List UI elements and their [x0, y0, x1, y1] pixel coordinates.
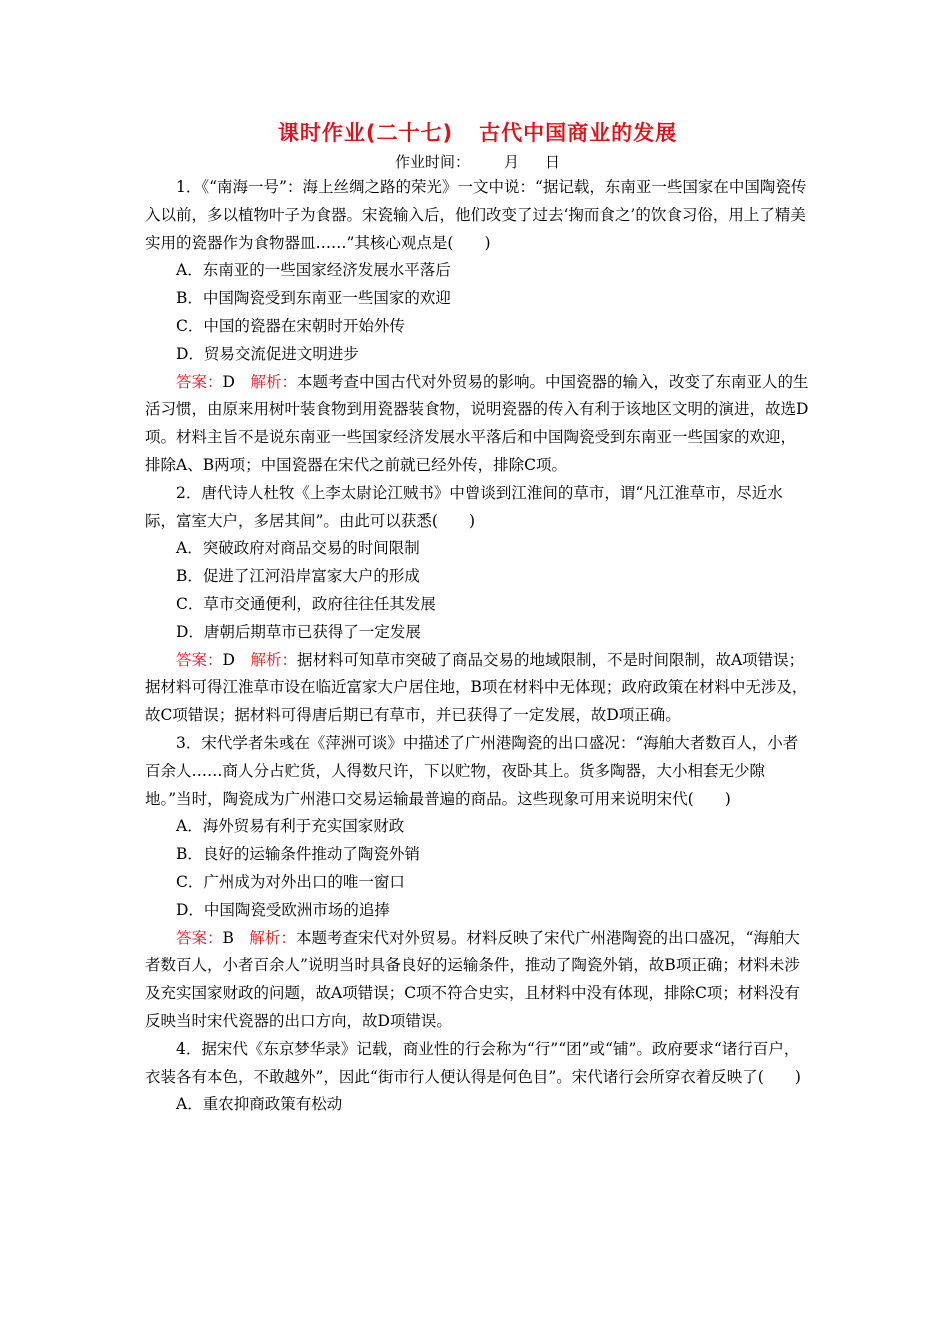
- answer-label: 答案：: [176, 650, 223, 669]
- answer-value: D: [222, 650, 235, 669]
- date-day: 日: [545, 153, 561, 171]
- answer-label: 答案：: [176, 372, 223, 391]
- option: C．草市交通便利，政府往往任其发展: [176, 594, 436, 613]
- date-month: 月: [503, 153, 519, 171]
- question-stem: 3．宋代学者朱彧在《萍洲可谈》中描述了广州港陶瓷的出口盛况：“海舶大者数百人，小者百余人……商人分占贮货，人得数尺许，下以贮物，夜卧其上。货多陶器，大小相套无少隙地。”当时，陶瓷成为广州港口交易运输最普遍的商品。这些现象可用来说明宋代( ): [145, 733, 799, 808]
- option: D．唐朝后期草市已获得了一定发展: [176, 622, 421, 641]
- option: A．海外贸易有利于充实国家财政: [176, 817, 405, 836]
- answer-block: [145, 925, 810, 1036]
- page-title: [145, 118, 810, 148]
- analysis-text: 据材料可知草市突破了商品交易的地域限制，不是时间限制，故A项错误；据材料可得江淮草市设在临近富家大户居住地，B项在材料中无体现；政府政策在材料中无涉及，故C项错误；据材料可得唐后期已有草市，并已获得了一定发展，故D项正确。: [145, 650, 808, 725]
- title-topic: 古代中国商业的发展: [479, 121, 678, 145]
- option: D．中国陶瓷受欧洲市场的追捧: [176, 900, 390, 919]
- option: B．促进了江河沿岸富家大户的形成: [176, 567, 420, 586]
- document-page: [145, 118, 810, 1119]
- answer-label: 答案：: [176, 928, 223, 947]
- answer-value: D: [222, 372, 235, 391]
- answer-block: [145, 647, 810, 730]
- analysis-label: 解析：: [250, 650, 297, 669]
- analysis-label: 解析：: [249, 928, 296, 947]
- question-stem: 1．《“南海一号”：海上丝绸之路的荣光》一文中说：“据记载，东南亚一些国家在中国陶瓷传入以前，多以植物叶子为食器。宋瓷输入后，他们改变了过去‘掬而食之’的饮食习俗，用上了精美实用的瓷器作为食物器皿……”其核心观点是( ): [145, 178, 807, 252]
- date-line: [145, 150, 810, 174]
- analysis-label: 解析：: [250, 372, 297, 391]
- analysis-text: 本题考查宋代对外贸易。材料反映了宋代广州港陶瓷的出口盛况，“海舶大者数百人，小者百余人”说明当时具备良好的运输条件，推动了陶瓷外销，故B项正确；材料未涉及充实国家财政的问题，故A项错误；C项不符合史实，且材料中没有体现，排除C项；材料没有反映当时宋代瓷器的出口方向，故D项错误。: [145, 928, 800, 1030]
- option: C．中国的瓷器在宋朝时开始外传: [176, 316, 405, 335]
- option: A．东南亚的一些国家经济发展水平落后: [176, 261, 451, 280]
- analysis-text: 本题考查中国古代对外贸易的影响。中国瓷器的输入，改变了东南亚人的生活习惯，由原来用树叶装食物到用瓷器装食物，说明瓷器的传入有利于该地区文明的演进，故选D项。材料主旨不是说东南亚一些国家经济发展水平落后和中国陶瓷受到东南亚一些国家的欢迎，排除A、B两项；中国瓷器在宋代之前就已经外传，排除C项。: [145, 372, 809, 474]
- question-stem: 2．唐代诗人杜牧《上李太尉论江贼书》中曾谈到江淮间的草市，谓“凡江淮草市，尽近水际，富室大户，多居其间”。由此可以获悉( ): [145, 483, 783, 530]
- option: B．良好的运输条件推动了陶瓷外销: [176, 845, 420, 864]
- question-stem: 4．据宋代《东京梦华录》记载，商业性的行会称为“行”“团”或“铺”。政府要求“诸行百户，衣装各有本色，不敢越外”，因此“街市行人便认得是何色目”。宋代诸行会所穿衣着反映了( ): [145, 1039, 801, 1086]
- title-series: 课时作业(二十七): [277, 121, 454, 145]
- date-label: 作业时间：: [394, 153, 470, 171]
- option: A．突破政府对商品交易的时间限制: [176, 539, 420, 558]
- option: B．中国陶瓷受到东南亚一些国家的欢迎: [176, 289, 451, 308]
- option: C．广州成为对外出口的唯一窗口: [176, 872, 405, 891]
- option: A．重农抑商政策有松动: [176, 1095, 343, 1114]
- answer-block: [145, 369, 810, 480]
- option: D．贸易交流促进文明进步: [176, 344, 359, 363]
- answer-value: B: [222, 928, 234, 947]
